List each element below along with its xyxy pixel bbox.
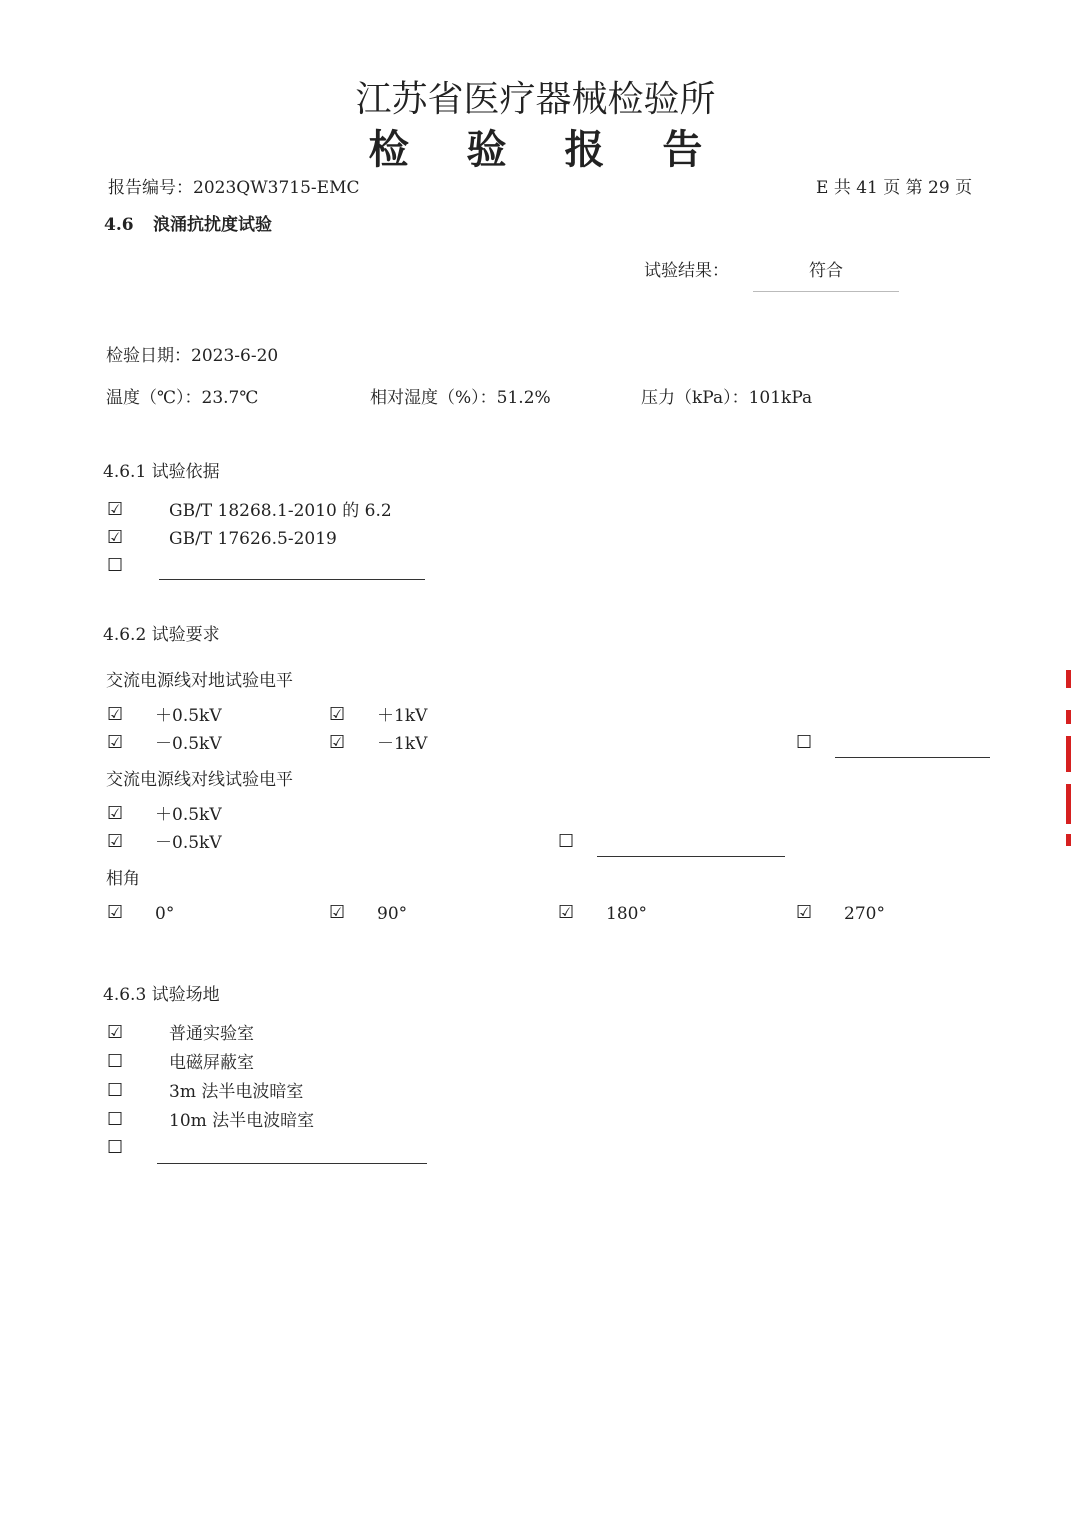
- phase-item-2: 90°: [377, 904, 408, 924]
- seal-fragment-mark: [1066, 670, 1071, 688]
- basis-heading: 4.6.1 试验依据: [103, 462, 220, 482]
- document-title: 检 验 报 告: [368, 126, 725, 173]
- site-blank-line[interactable]: [157, 1163, 427, 1164]
- ltg-checkbox-3[interactable]: ☑: [107, 732, 124, 753]
- seal-fragment-mark: [1066, 784, 1071, 824]
- phase-checkbox-4[interactable]: ☑: [796, 902, 813, 923]
- ltg-item-3: －0.5kV: [155, 734, 222, 754]
- site-item-4: 10m 法半电波暗室: [169, 1111, 315, 1131]
- temperature: 温度（℃）：23.7℃: [106, 388, 259, 408]
- ltg-item-4: －1kV: [377, 734, 428, 754]
- seal-fragment-mark: [1066, 710, 1071, 724]
- line-to-ground-label: 交流电源线对地试验电平: [106, 671, 293, 691]
- phase-checkbox-1[interactable]: ☑: [107, 902, 124, 923]
- site-checkbox-3[interactable]: ☐: [107, 1080, 124, 1101]
- pressure: 压力（kPa）：101kPa: [641, 388, 813, 408]
- phase-checkbox-2[interactable]: ☑: [329, 902, 346, 923]
- report-number: 报告编号：2023QW3715-EMC: [108, 178, 360, 198]
- basis-checkbox-2[interactable]: ☑: [107, 527, 124, 548]
- line-to-line-label: 交流电源线对线试验电平: [106, 770, 293, 790]
- requirements-heading: 4.6.2 试验要求: [103, 625, 220, 645]
- ltg-item-2: ＋1kV: [377, 706, 428, 726]
- page-info: E 共 41 页 第 29 页: [816, 178, 973, 198]
- ltl-checkbox-1[interactable]: ☑: [107, 803, 124, 824]
- site-checkbox-4[interactable]: ☐: [107, 1109, 124, 1130]
- site-checkbox-1[interactable]: ☑: [107, 1022, 124, 1043]
- humidity: 相对湿度（%）：51.2%: [370, 388, 551, 408]
- basis-item-2: GB/T 17626.5-2019: [169, 529, 337, 549]
- institute-name: 江苏省医疗器械检验所: [355, 79, 716, 120]
- ltg-checkbox-5[interactable]: ☐: [796, 732, 813, 753]
- ltl-item-1: ＋0.5kV: [155, 805, 222, 825]
- test-date: 检验日期：2023-6-20: [106, 346, 279, 366]
- ltl-checkbox-2[interactable]: ☑: [107, 831, 124, 852]
- seal-fragment-mark: [1066, 736, 1071, 772]
- basis-blank-line[interactable]: [159, 579, 425, 580]
- seal-fragment-mark: [1066, 834, 1071, 846]
- result-label: 试验结果：: [644, 261, 729, 281]
- site-item-2: 电磁屏蔽室: [169, 1053, 254, 1073]
- ltg-blank-line[interactable]: [835, 757, 990, 758]
- section-title: 浪涌抗扰度试验: [153, 215, 272, 235]
- ltg-checkbox-4[interactable]: ☑: [329, 732, 346, 753]
- phase-item-3: 180°: [606, 904, 647, 924]
- ltl-item-2: －0.5kV: [155, 833, 222, 853]
- section-number: 4.6: [104, 215, 134, 235]
- basis-checkbox-1[interactable]: ☑: [107, 499, 124, 520]
- phase-label: 相角: [106, 869, 140, 889]
- ltl-checkbox-3[interactable]: ☐: [558, 831, 575, 852]
- phase-checkbox-3[interactable]: ☑: [558, 902, 575, 923]
- ltl-blank-line[interactable]: [597, 856, 785, 857]
- basis-item-1: GB/T 18268.1-2010 的 6.2: [169, 501, 392, 521]
- phase-item-1: 0°: [155, 904, 175, 924]
- ltg-checkbox-1[interactable]: ☑: [107, 704, 124, 725]
- result-underline: [753, 291, 899, 292]
- basis-checkbox-3[interactable]: ☐: [107, 555, 124, 576]
- phase-item-4: 270°: [844, 904, 885, 924]
- ltg-item-1: ＋0.5kV: [155, 706, 222, 726]
- site-heading: 4.6.3 试验场地: [103, 985, 220, 1005]
- result-value: 符合: [809, 261, 843, 281]
- site-checkbox-5[interactable]: ☐: [107, 1137, 124, 1158]
- site-item-1: 普通实验室: [169, 1024, 254, 1044]
- site-item-3: 3m 法半电波暗室: [169, 1082, 304, 1102]
- site-checkbox-2[interactable]: ☐: [107, 1051, 124, 1072]
- ltg-checkbox-2[interactable]: ☑: [329, 704, 346, 725]
